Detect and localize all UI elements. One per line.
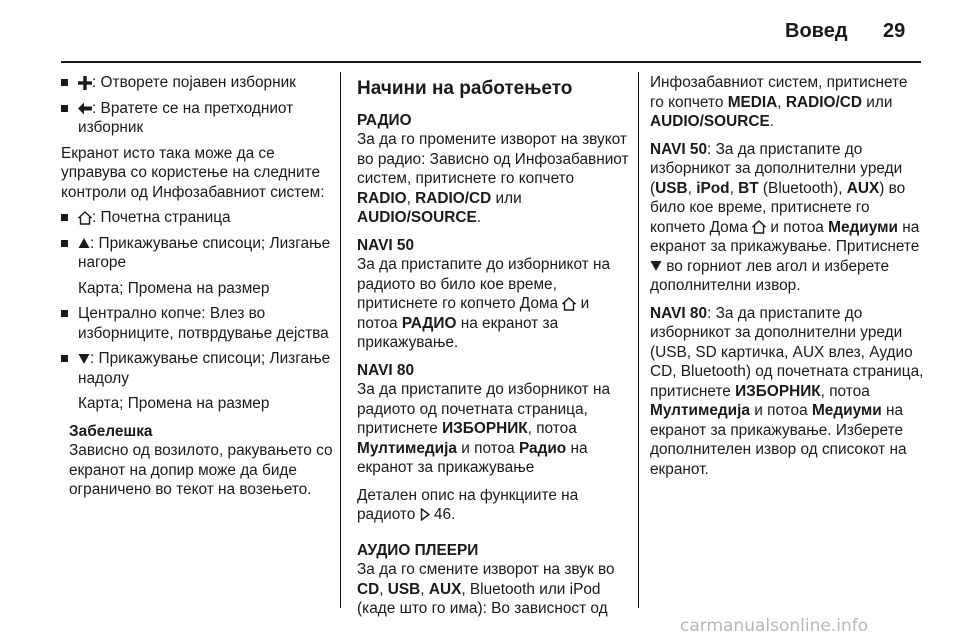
home-icon <box>78 211 92 225</box>
note-box <box>61 422 333 500</box>
radio-heading: РАДИО <box>357 111 412 129</box>
column-1 <box>61 73 333 500</box>
controls-intro: Екранот исто така може да се управува со користење на следните контроли од Инфозабавниот систем: <box>61 144 325 201</box>
home-icon <box>562 297 576 311</box>
media-paragraph: Инфозабавниот систем, притиснете го копчето MEDIA, RADIO/CD или AUDIO/SOURCE. <box>650 74 908 130</box>
navi50-aux-paragraph: NAVI 50: За да пристапите до изборникот за дополнителни уреди (USB, iPod, BT (Bluetooth), AUX) во било кое време, притиснете го копчето Дома и потоа Медиуми на екранот за прикажување. Притиснете во горниот лев агол и изберете дополнителни извор. <box>650 140 920 294</box>
navi80-aux-paragraph: NAVI 80: За да пристапите до изборникот за дополнителни уреди (USB, SD картичка, AUX влез, Аудио CD, Bluetooth) од почетната страница, притиснете ИЗБОРНИК, потоа Мултимедија и потоа Медиуми на екранот за прикажување. Изберете дополнителен извор од списокот на екранот. <box>650 304 924 478</box>
bullet-down: : Прикажување списоци; Лизгање надолу <box>61 349 333 388</box>
radio-paragraph: За да го промените изворот на звукот во радио: Зависно од Инфозабавниот систем, притиснете го копчето RADIO, RADIO/CD или AUDIO/SOURCE. <box>357 131 629 226</box>
section-title: Начини на работењето <box>357 78 573 99</box>
back-arrow-icon <box>78 102 92 115</box>
triangle-up-icon <box>78 237 90 249</box>
header-rule <box>61 61 921 63</box>
bullet-square-icon <box>61 214 68 221</box>
radio-detail-reference: Детален опис на функциите на радиото 46. <box>357 486 579 523</box>
bullet-up: : Прикажување списоци; Лизгање нагоре <box>61 234 333 273</box>
navi50-heading: NAVI 50 <box>357 236 415 254</box>
bullet-up-sub: Карта; Промена на размер <box>78 279 270 297</box>
audio-players-paragraph: За да го смените изворот на звук во CD, USB, AUX, Bluetooth или iPod (каде што го има): Во зависност од <box>357 561 615 617</box>
column-3 <box>650 73 925 485</box>
bullet-square-icon <box>61 240 68 247</box>
column-2 <box>357 73 629 625</box>
page-number: 29 <box>883 20 906 42</box>
bullet-central-knob: Централно копче: Влез во изборниците, потврдување дејства <box>61 304 333 343</box>
home-icon <box>752 220 766 234</box>
bullet-square-icon <box>61 310 68 317</box>
note-text: Зависно од возилото, ракувањето со екранот на допир може да биде ограничено во текот на возењето. <box>69 442 333 498</box>
column-divider-left <box>340 72 341 608</box>
navi80-paragraph: За да пристапите до изборникот на радиото од почетната страница, притиснете ИЗБОРНИК, потоа Мултимедија и потоа Радио на екранот за прикажување <box>357 381 611 476</box>
bullet-home: : Почетна страница <box>61 208 333 228</box>
page-header-title: Вовед <box>785 20 848 42</box>
bullet-open-popup: : Отворете појавен изборник <box>61 73 333 93</box>
plus-icon <box>78 76 92 90</box>
column-divider-right <box>638 72 639 608</box>
navi80-heading: NAVI 80 <box>357 361 415 379</box>
bullet-square-icon <box>61 355 68 362</box>
note-title: Забелешка <box>69 422 153 440</box>
triangle-down-icon <box>650 260 662 272</box>
bullet-down-sub: Карта; Промена на размер <box>78 395 270 412</box>
navi50-paragraph: За да пристапите до изборникот на радиото во било кое време, притиснете го копчето Дома и потоа РАДИО на екранот за прикажување. <box>357 256 611 351</box>
bullet-square-icon <box>61 79 68 86</box>
bullet-back: : Вратете се на претходниот изборник <box>61 99 333 138</box>
audio-players-heading: АУДИО ПЛЕЕРИ <box>357 541 479 559</box>
triangle-down-icon <box>78 353 90 365</box>
page-reference-icon <box>420 508 430 521</box>
bullet-square-icon <box>61 105 68 112</box>
watermark: carmanualsonline.info <box>680 616 869 636</box>
